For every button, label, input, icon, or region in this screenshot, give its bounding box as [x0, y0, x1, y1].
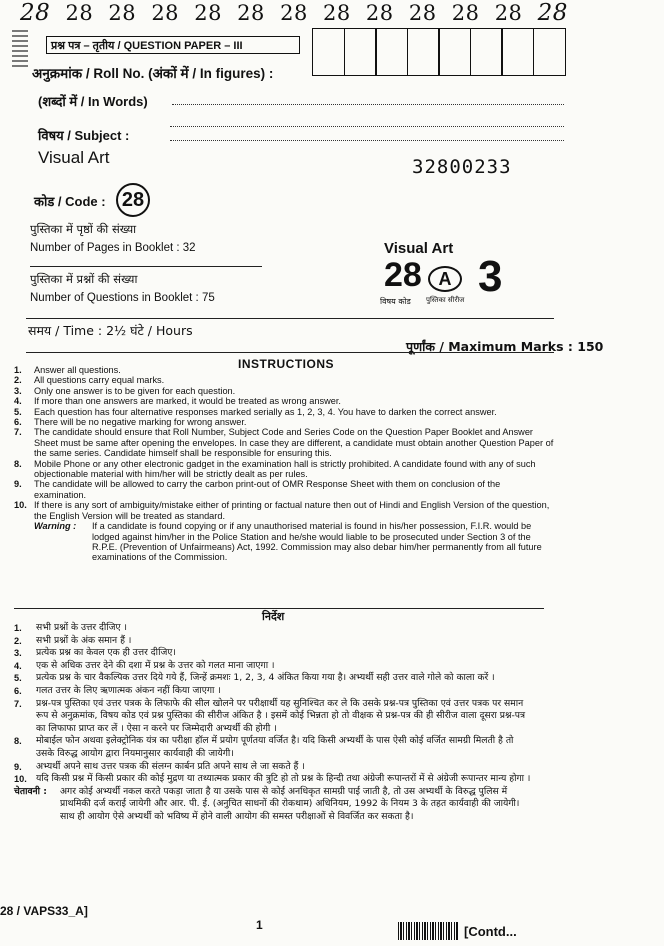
- divider: [30, 266, 262, 267]
- max-marks: पूर्णांक / Maximum Marks : 150: [406, 339, 604, 354]
- roll-no-label: अनुक्रमांक / Roll No. (अंकों में / In figures) :: [32, 66, 274, 81]
- list-item: 6. गलत उत्तर के लिए ऋणात्मक अंकन नहीं किया जाएगा ।: [14, 684, 221, 696]
- header-code-number: 28: [323, 1, 351, 25]
- code-circle: 28: [116, 183, 150, 217]
- divider: [26, 318, 554, 319]
- roll-digit-box[interactable]: [470, 28, 503, 76]
- list-item: 3. Only one answer is to be given for each question.: [14, 385, 236, 396]
- roll-digit-box[interactable]: [407, 28, 440, 76]
- header-code-number: 28: [494, 1, 523, 25]
- list-item: 8. मोबाईल फोन अथवा इलेक्ट्रोनिक यंत्र का परीक्षा हॉल में प्रयोग पूर्णतया वर्जित है। यदि किसी अभ्यर्थी के पास ऐसी कोई वर्जित सामग्री मिलती है तो उसके विरुद्ध आयोग द्वारा नियमानुसार कार्यवाही की जायेगी।: [14, 735, 514, 759]
- badge-paper: 3: [478, 252, 503, 301]
- list-item: 9. अभ्यर्थी अपने साथ उत्तर पत्रक की संलग्न कार्बन प्रति अपने साथ ले जा सकते हैं ।: [14, 760, 305, 772]
- roll-digit-box[interactable]: [501, 28, 534, 76]
- list-item: 6. There will be no negative marking for wrong answer.: [14, 417, 247, 428]
- roll-digit-box[interactable]: [533, 28, 566, 76]
- pages-label: Number of Pages in Booklet : 32: [30, 242, 196, 254]
- list-item: 1. Answer all questions.: [14, 365, 121, 375]
- roll-digit-box[interactable]: [312, 28, 345, 76]
- contd-label: [Contd...: [464, 924, 517, 939]
- barcode: [398, 922, 458, 940]
- header-code-number: 28: [65, 1, 94, 25]
- header-code-number: 28: [280, 1, 308, 25]
- roll-digit-box[interactable]: [344, 28, 377, 76]
- header-code-number: 28: [194, 1, 222, 25]
- subject-value: Visual Art: [38, 148, 110, 167]
- list-item: 3. प्रत्येक प्रश्न का केवल एक ही उत्तर दीजिए।: [14, 647, 176, 659]
- list-item: 4. एक से अधिक उत्तर देने की दशा में प्रश्न के उत्तर को गलत माना जाएगा ।: [14, 659, 275, 671]
- roll-digit-box[interactable]: [375, 28, 408, 76]
- hindi-instructions-list: [14, 622, 534, 824]
- roll-digit-box[interactable]: [438, 28, 471, 76]
- header-code-number: 28: [451, 1, 480, 25]
- badge-code: 28: [384, 256, 422, 294]
- header-code-number: 28: [365, 1, 394, 25]
- roll-number-boxes[interactable]: [312, 28, 564, 76]
- list-item: 5. प्रत्येक प्रश्न के चार वैकल्पिक उत्तर दिये गये हैं, जिन्हें क्रमशः 1, 2, 3, 4 अंकित किया गया है। अभ्यर्थी सही उत्तर वाले गोले को काला करें ।: [14, 672, 495, 684]
- list-item: 4. If more than one answers are marked, it would be treated as wrong answer.: [14, 396, 341, 407]
- margin-marks: [12, 30, 28, 70]
- footer-code: 28 / VAPS33_A]: [0, 904, 88, 918]
- header-code-number: 28: [20, 0, 51, 26]
- code-label: कोड / Code :: [34, 194, 106, 209]
- list-item: 8. Mobile Phone or any other electronic gadget in the examination hall is strictly prohibited. A candidate found with any of such objectionable material with him/her will be strictly dealt as per rules.: [14, 458, 536, 480]
- pages-label-hindi: पुस्तिका में पृष्ठों की संख्या: [30, 222, 137, 236]
- header-code-number: 28: [108, 1, 137, 25]
- warning: चेतावनी : अगर कोई अभ्यर्थी नकल करते पकड़ा जाता है या उसके पास से कोई अनधिकृत सामग्री पाई जाती है, तो उस अभ्यर्थी के विरुद्ध पुलिस में प्राथमिकी दर्ज कराई जायेगी और आर. पी. ई. (अनुचित साधनों की रोकथाम) अधिनियम, 1992 के नियम 3 के तहत कार्यवाही की जायेगी। साथ ही आयोग ऐसे अभ्यर्थी को भविष्य में होने वाली आयोग की समस्त परीक्षाओं से विवर्जित कर सकता है।: [14, 785, 520, 822]
- subject-label: विषय / Subject :: [38, 128, 130, 143]
- list-item: 7. प्रश्न-पत्र पुस्तिका एवं उत्तर पत्रक के लिफाफे की सील खोलने पर परीक्षार्थी यह सुनिश्चित कर ले कि उसके प्रश्न-पत्र पुस्तिका एवं उत्तर पत्रक पर समान रूप से अनुक्रमांक, विषय कोड एवं प्रश्न पुस्तिका की सीरीज अंकित है । इसमें कोई भिन्नता हो तो वीक्षक से प्रश्न-पत्र की ही सीरीज वाला दूसरा प्रश्न-पत्र का लिफाफा प्राप्त कर लें । ऐसा न करने पर जिम्मेदारी अभ्यर्थी की होगी ।: [14, 697, 526, 734]
- page-number: 1: [256, 918, 263, 932]
- header-code-number: 28: [408, 1, 437, 25]
- badge-caption: विषय कोड: [380, 297, 411, 306]
- list-item: 10. If there is any sort of ambiguity/mistake either of printing or factual nature then out of Hindi and English Version of the question, the English Version will be treated as standard.: [14, 500, 550, 521]
- list-item: 2. All questions carry equal marks.: [14, 375, 165, 386]
- instructions-list: [14, 365, 554, 563]
- badge-subject: Visual Art: [384, 240, 454, 257]
- subject-line-2: [170, 140, 564, 141]
- list-item: 10. यदि किसी प्रश्न में किसी प्रकार की कोई मुद्रण या तथ्यात्मक प्रकार की त्रुटि हो तो प्रश्न के हिन्दी तथा अंग्रेजी रूपान्तरों में से अंग्रेजी रूपान्तर मान्य होगा ।: [14, 773, 531, 785]
- header-code-numbers: [20, 0, 576, 26]
- in-words-label: (शब्दों में / In Words): [38, 94, 148, 109]
- series-seal: A: [428, 266, 462, 292]
- header-code-number: 28: [537, 0, 568, 26]
- in-words-line[interactable]: [172, 104, 564, 105]
- list-item: 7. The candidate should ensure that Roll Number, Subject Code and Series Code on the Question Paper Booklet and Answer Sheet must be same after opening the envelopes. In case they are different, a candidate must obtain another Question Paper of the same series. Candidate himself shall be responsible for ensuring this.: [14, 427, 554, 459]
- serial-number: 32800233: [412, 156, 512, 178]
- header-code-number: 28: [237, 1, 265, 25]
- question-paper-label: प्रश्न पत्र – तृतीय / QUESTION PAPER – III: [46, 36, 300, 54]
- time-label: समय / Time : 2½ घंटे / Hours: [28, 323, 193, 338]
- list-item: 9. The candidate will be allowed to carry the carbon print-out of OMR Response Sheet with them on conclusion of the examination.: [14, 479, 501, 500]
- divider: [26, 352, 554, 353]
- subject-line-1: [170, 126, 564, 127]
- list-item: 1. सभी प्रश्नों के उत्तर दीजिए ।: [14, 622, 127, 633]
- list-item: 2. सभी प्रश्नों के अंक समान हैं ।: [14, 634, 132, 646]
- seal-caption: पुस्तिका सीरीज: [426, 296, 465, 304]
- warning: Warning : If a candidate is found copying or if any unauthorised material is found in his/her possession, F.I.R. would be lodged against him/her in the Police Station and he/she would liable to be prosecuted under Section 3 of the R.P.E. (Prevention of Unfairmeans) Act, 1992. Commission may also debar him/her permanently from all future examinations of the Commission.: [34, 521, 542, 563]
- header-code-number: 28: [151, 1, 180, 25]
- hindi-instructions-title: निर्देश: [262, 610, 285, 623]
- questions-label-hindi: पुस्तिका में प्रश्नों की संख्या: [30, 272, 138, 286]
- instructions-title: INSTRUCTIONS: [238, 357, 334, 371]
- list-item: 5. Each question has four alternative responses marked serially as 1, 2, 3, 4. You have to darken the correct answer.: [14, 406, 497, 417]
- questions-label: Number of Questions in Booklet : 75: [30, 292, 215, 304]
